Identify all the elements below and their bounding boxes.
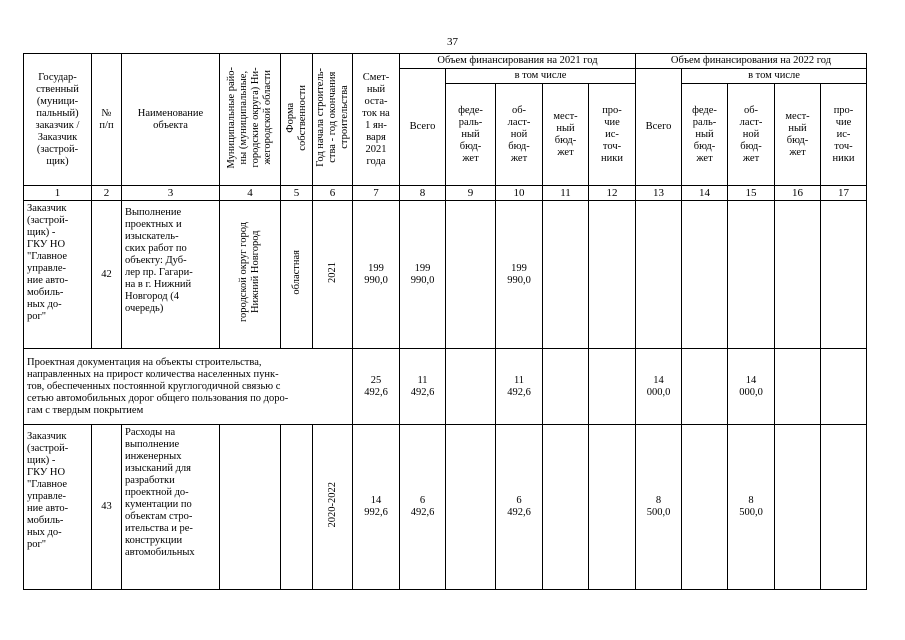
header-regional-2022: об- ласт- ной бюд- жет — [728, 84, 775, 186]
col-num: 8 — [400, 186, 446, 201]
row-regional-2022: 8 500,0 — [728, 425, 775, 590]
header-other-2022: про- чие ис- точ- ники — [821, 84, 867, 186]
col-num: 15 — [728, 186, 775, 201]
row-customer: Заказчик (застрой- щик) - ГКУ НО "Главное управле- ние авто- мобиль- ных до- рог" — [24, 425, 92, 590]
header-years: Год начала строитель- ства - год окончания строительства — [313, 54, 353, 186]
row-regional-2021: 199 990,0 — [496, 201, 543, 349]
col-num: 2 — [92, 186, 122, 201]
col-num: 4 — [220, 186, 281, 201]
col-num: 10 — [496, 186, 543, 201]
row-other-2022 — [821, 201, 867, 349]
row-other-2021 — [589, 425, 636, 590]
row-ownership: областная — [281, 201, 313, 349]
row-district: городской округ город Нижний Новгород — [220, 201, 281, 349]
row-estimate: 14 992,6 — [353, 425, 400, 590]
row-federal-2021 — [446, 425, 496, 590]
header-object-name: Наименование объекта — [122, 54, 220, 186]
row-total-2021: 199 990,0 — [400, 201, 446, 349]
row-other-2022 — [821, 425, 867, 590]
row-regional-2021: 6 492,6 — [496, 425, 543, 590]
row-total-2021: 6 492,6 — [400, 425, 446, 590]
row-district — [220, 425, 281, 590]
col-num: 12 — [589, 186, 636, 201]
financing-table — [23, 53, 867, 590]
header-other-2021: про- чие ис- точ- ники — [589, 84, 636, 186]
section-local-2022 — [775, 349, 821, 425]
col-num: 6 — [313, 186, 353, 201]
row-regional-2022 — [728, 201, 775, 349]
row-local-2022 — [775, 425, 821, 590]
header-federal-2022: феде- раль- ный бюд- жет — [682, 84, 728, 186]
row-ownership — [281, 425, 313, 590]
row-total-2022: 8 500,0 — [636, 425, 682, 590]
header-federal-2021: феде- раль- ный бюд- жет — [446, 84, 496, 186]
col-num: 14 — [682, 186, 728, 201]
section-estimate: 25 492,6 — [353, 349, 400, 425]
row-federal-2022 — [682, 201, 728, 349]
col-num: 11 — [543, 186, 589, 201]
col-num: 7 — [353, 186, 400, 201]
section-local-2021 — [543, 349, 589, 425]
header-regional-2021: об- ласт- ной бюд- жет — [496, 84, 543, 186]
row-customer: Заказчик (застрой- щик) - ГКУ НО "Главное управле- ние авто- мобиль- ных до- рог" — [24, 201, 92, 349]
header-fin2022: Объем финансирования на 2022 год — [636, 54, 867, 69]
row-local-2021 — [543, 201, 589, 349]
row-number: 43 — [92, 425, 122, 590]
row-number: 42 — [92, 201, 122, 349]
col-num: 3 — [122, 186, 220, 201]
header-num: № п/п — [92, 54, 122, 186]
section-total-2021: 11 492,6 — [400, 349, 446, 425]
header-municipal-districts: Муниципальные райо- ны (муниципальные, городские округа) Ни- жегородской области — [220, 54, 281, 186]
row-years: 2021 — [313, 201, 353, 349]
col-num: 5 — [281, 186, 313, 201]
row-object: Расходы на выполнение инженерных изысканий для разработки проектной до- кументации по объектам стро- ительства и ре- конструкции автомобильных — [122, 425, 220, 590]
section-federal-2022 — [682, 349, 728, 425]
col-num: 17 — [821, 186, 867, 201]
section-row — [24, 349, 867, 425]
header-local-2021: мест- ный бюд- жет — [543, 84, 589, 186]
header-estimate: Смет- ный оста- ток на 1 ян- варя 2021 года — [353, 54, 400, 186]
col-num: 16 — [775, 186, 821, 201]
section-title: Проектная документация на объекты строительства, направленных на прирост количества населенных пунк- тов, обеспеченных постоянной круглогодичной связью с сетью автомобильных дорог общего пользования по доро- гам с твердым покрытием — [24, 349, 353, 425]
header-ownership: Форма собственности — [281, 54, 313, 186]
row-federal-2021 — [446, 201, 496, 349]
row-federal-2022 — [682, 425, 728, 590]
row-other-2021 — [589, 201, 636, 349]
header-including-2022: в том числе — [682, 69, 867, 84]
col-num: 9 — [446, 186, 496, 201]
table-row — [24, 425, 867, 590]
header-local-2022: мест- ный бюд- жет — [775, 84, 821, 186]
row-estimate: 199 990,0 — [353, 201, 400, 349]
row-local-2021 — [543, 425, 589, 590]
section-total-2022: 14 000,0 — [636, 349, 682, 425]
col-num: 13 — [636, 186, 682, 201]
column-number-row — [24, 186, 867, 201]
section-federal-2021 — [446, 349, 496, 425]
section-other-2022 — [821, 349, 867, 425]
header-including-2021: в том числе — [446, 69, 636, 84]
header-customer: Государ- ственный (муници- пальный) заказчик / Заказчик (застрой- щик) — [24, 54, 92, 186]
section-other-2021 — [589, 349, 636, 425]
row-years: 2020-2022 — [313, 425, 353, 590]
section-regional-2021: 11 492,6 — [496, 349, 543, 425]
header-total-2022: Всего — [636, 69, 682, 186]
row-object: Выполнение проектных и изыскатель- ских работ по объекту: Дуб- лер пр. Гагари- на в г. Нижний Новгород (4 очередь) — [122, 201, 220, 349]
page-number: 37 — [447, 36, 458, 48]
row-local-2022 — [775, 201, 821, 349]
header-fin2021: Объем финансирования на 2021 год — [400, 54, 636, 69]
table-row — [24, 201, 867, 349]
section-regional-2022: 14 000,0 — [728, 349, 775, 425]
row-total-2022 — [636, 201, 682, 349]
header-total-2021: Всего — [400, 69, 446, 186]
col-num: 1 — [24, 186, 92, 201]
